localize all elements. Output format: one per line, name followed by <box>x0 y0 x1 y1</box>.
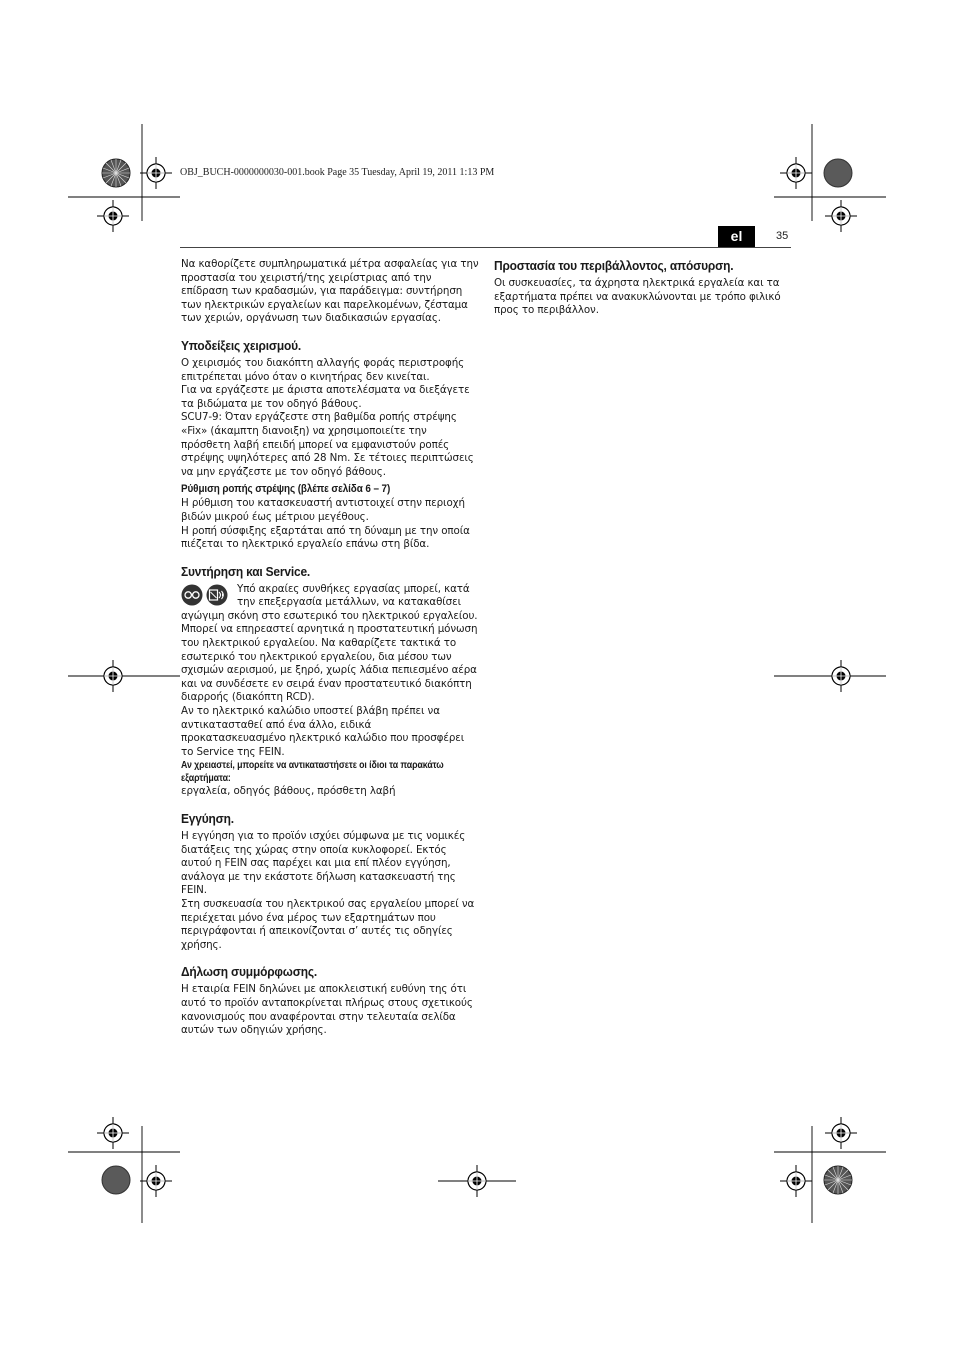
operating-heading: Υποδείξεις χειρισμού. <box>181 337 302 353</box>
header-rule <box>180 247 791 248</box>
left-column <box>181 258 479 1038</box>
maintenance-p1: Υπό ακραίες συνθήκες εργασίας μπορεί, κατά την επεξεργασία μετάλλων, να κατακαθίσει αγώγιμη σκόνη στο εσωτερικό του ηλεκτρικού εργαλείου. Μπορεί να επηρεαστεί αρνητικά η προστατευτική μόνωση του ηλεκτρικού εργαλείου. Να καθαρίζετε τακτικά το εσωτερικό του ηλεκτρικού εργαλείου, δια μέσου των σχισμών αερισμού, με ξηρό, χωρίς λάδια πεπιεσμένο αέρα και να συνδέσετε εν σειρά έναν προστατευτικό διακόπτη διαρροής (διακόπτη RCD). <box>181 582 478 704</box>
eye-protection-icon <box>182 584 203 605</box>
maintenance-heading: Συντήρηση και Service. <box>181 563 311 579</box>
operating-p4: Η ρύθμιση του κατασκευαστή αντιστοιχεί στην περιοχή βιδών μικρού έως μέτριου μεγέθους. <box>181 497 465 523</box>
environment-p1: Οι συσκευασίες, τα άχρηστα ηλεκτρικά εργαλεία και τα εξαρτήματα πρέπει να ανακυκλώνονται με τρόπο φιλικό προς το περιβάλλον. <box>494 277 781 317</box>
warranty-p1: Η εγγύηση για το προϊόν ισχύει σύμφωνα με τις νομικές διατάξεις της χώρας στην οποία κυκλοφορεί. Εκτός αυτού η FEIN σας παρέχει και μια επί πλέον εγγύηση, ανάλογα με την εκάστοτε δήλωση κατασκευαστή της FEIN. <box>181 830 466 897</box>
operating-p2: Για να εργάζεστε με άριστα αποτελέσματα να διεξάγετε τα βιδώματα με τον οδηγό βάθους. <box>181 384 470 410</box>
warranty-heading: Εγγύηση. <box>181 811 234 826</box>
book-info-line: OBJ_BUCH-0000000030-001.book Page 35 Tuesday, April 19, 2011 1:13 PM <box>180 167 495 178</box>
torque-subheading: Ρύθμιση ροπής στρέψης (βλέπε σελίδα 6 – 7) <box>181 483 391 496</box>
conformity-heading: Δήλωση συμμόρφωσης. <box>181 964 318 980</box>
environment-heading: Προστασία του περιβάλλοντος, απόσυρση. <box>494 258 734 273</box>
language-tab: el <box>718 226 755 247</box>
operating-p3: SCU7-9: Όταν εργάζεστε στη βαθμίδα ροπής στρέψης «Fix» (άκαμπτη διανοιξη) να χρησιμοποιείτε την πρόσθετη λαβή επειδή μπορεί να εμφανιστούν ροπές στρέψης υψηλότερες από 28 Nm. Σε τέτοιες περιπτώσεις να μην εργάζεστε με τον οδηγό βάθους. <box>181 411 474 478</box>
operating-p1: Ο χειρισμός του διακόπτη αλλαγής φοράς περιστροφής επιτρέπεται μόνο όταν ο κινητήρας δεν κινείται. <box>181 356 465 383</box>
maintenance-icons <box>181 584 233 606</box>
warranty-p2: Στη συσκευασία του ηλεκτρικού σας εργαλείου μπορεί να περιέχεται μόνο ένα μέρος των εξαρτημάτων που περιγράφονται ή απεικονίζονται σ’ αυτές τις οδηγίες χρήσης. <box>181 897 475 951</box>
maintenance-p2: Αν το ηλεκτρικό καλώδιο υποστεί βλάβη πρέπει να αντικατασταθεί από ένα άλλο, ειδικά προκατασκευασμένο ηλεκτρικό καλώδιο που προσφέρει το Service της FEIN. <box>181 705 465 758</box>
operating-p5: Η ροπή σύσφιξης εξαρτάται από τη δύναμη με την οποία πιέζεται το ηλεκτρικό εργαλείο επάνω στη βίδα. <box>181 524 470 551</box>
replaceable-parts-note: Αν χρειαστεί, μπορείτε να αντικαταστήσετε οι ίδιοι τα παρακάτω εξαρτήματα: <box>181 760 444 785</box>
blow-out-motor-icon <box>207 584 228 605</box>
conformity-p1: Η εταιρία FEIN δηλώνει με αποκλειστική ευθύνη της ότι αυτό το προϊόν ανταποκρίνεται πλήρως στους σχετικούς κανονισμούς που αναφέρονται στην τελευταία σελίδα αυτών των οδηγιών χρήσης. <box>181 983 473 1037</box>
right-column <box>494 258 792 318</box>
vibration-intro: Να καθορίζετε συμπληρωματικά μέτρα ασφαλείας για την προστασία του χειριστή/της χειρίστριας από την επίδραση των κραδασμών, για παράδειγμα: συντήρηση των ηλεκτρικών εργαλείων και παρελκομένων, ζέσταμα των χεριών, οργάνωση των διαδικασιών εργασίας. <box>181 258 479 325</box>
replaceable-parts-list: εργαλεία, οδηγός βάθους, πρόσθετη λαβή <box>181 785 396 798</box>
page-number: 35 <box>776 230 789 242</box>
